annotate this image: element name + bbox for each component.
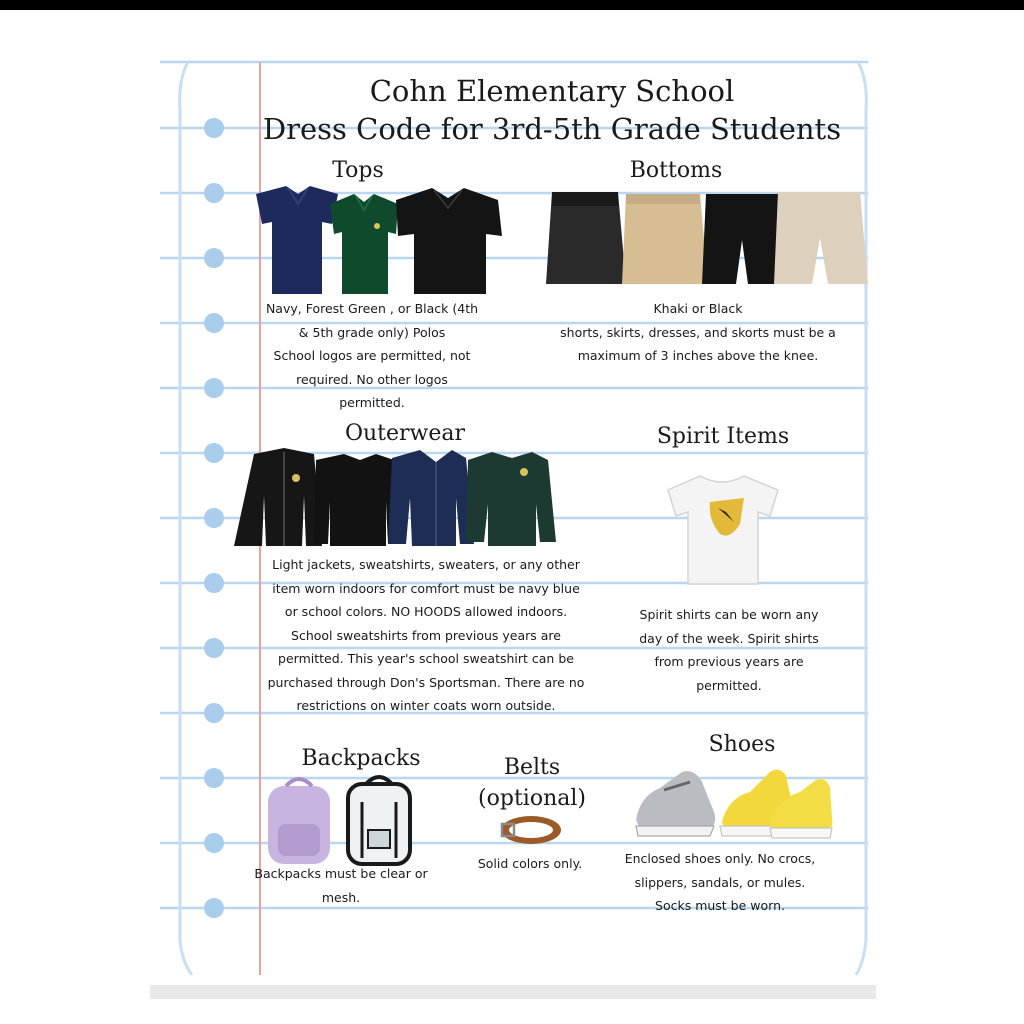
spirit-line-2: day of the week. Spirit shirts	[639, 630, 819, 646]
tops-line-4: required. No other logos	[296, 371, 448, 387]
spirit-line-1: Spirit shirts can be worn any	[639, 607, 819, 622]
backpacks-line-2: mesh.	[321, 889, 361, 905]
shoes-description	[606, 847, 834, 918]
page-title	[262, 72, 842, 148]
outerwear-heading: Outerwear	[344, 421, 466, 446]
belts-heading-line-1: Belts	[503, 755, 561, 780]
tops-line-2: & 5th grade only) Polos	[298, 324, 446, 340]
outerwear-line-1: Light jackets, sweatshirts, sweaters, or any other	[272, 557, 580, 572]
outerwear-line-7: restrictions on winter coats worn outside.	[296, 698, 556, 713]
tops-line-3: School logos are permitted, not	[273, 348, 471, 363]
bottoms-line-3: maximum of 3 inches above the knee.	[577, 348, 819, 363]
belts-heading-line-2: (optional)	[478, 786, 586, 811]
belts-line-1: Solid colors only.	[477, 856, 583, 871]
bottoms-heading: Bottoms	[629, 158, 723, 183]
title-line-2: Dress Code for 3rd-5th Grade Students	[262, 112, 842, 146]
belts-heading	[476, 752, 588, 814]
outerwear-description	[258, 553, 594, 718]
spirit-line-4: permitted.	[696, 677, 762, 693]
spirit-items-heading: Spirit Items	[656, 424, 790, 449]
outerwear-line-3: or school colors. NO HOODS allowed indoors.	[284, 604, 568, 619]
shoes-heading: Shoes	[708, 732, 776, 757]
outerwear-image	[230, 448, 560, 552]
bottoms-image	[542, 188, 870, 292]
bottoms-line-1: Khaki or Black	[653, 301, 743, 316]
shoes-image	[630, 762, 836, 842]
shoes-line-3: Socks must be worn.	[655, 898, 785, 913]
bottoms-line-2: shorts, skirts, dresses, and skorts must be a	[560, 324, 836, 340]
tops-line-5: permitted.	[339, 395, 405, 410]
polo-shirts-image	[236, 182, 508, 298]
spirit-shirt-image	[660, 472, 786, 588]
tops-heading: Tops	[332, 158, 384, 183]
outerwear-line-2: item worn indoors for comfort must be navy blue	[272, 580, 580, 596]
tops-line-1: Navy, Forest Green , or Black (4th	[265, 301, 479, 316]
spirit-line-3: from previous years are	[654, 654, 804, 669]
bottoms-description	[548, 297, 848, 368]
shoes-line-1: Enclosed shoes only. No crocs,	[624, 851, 816, 866]
outerwear-line-4: School sweatshirts from previous years are	[291, 627, 561, 643]
belt-image	[498, 812, 564, 848]
backpacks-heading: Backpacks	[301, 746, 421, 771]
backpacks-description	[244, 862, 438, 909]
backpacks-line-1: Backpacks must be clear or	[254, 866, 428, 881]
outerwear-line-5: permitted. This year's school sweatshirt can be	[278, 651, 574, 666]
shoes-line-2: slippers, sandals, or mules.	[634, 874, 806, 890]
tops-description	[258, 297, 486, 415]
backpacks-image	[262, 774, 420, 868]
spirit-items-description	[624, 603, 834, 697]
belts-description	[468, 852, 592, 876]
outerwear-line-6: purchased through Don's Sportsman. There are no	[267, 674, 585, 690]
title-line-1: Cohn Elementary School	[369, 74, 735, 108]
